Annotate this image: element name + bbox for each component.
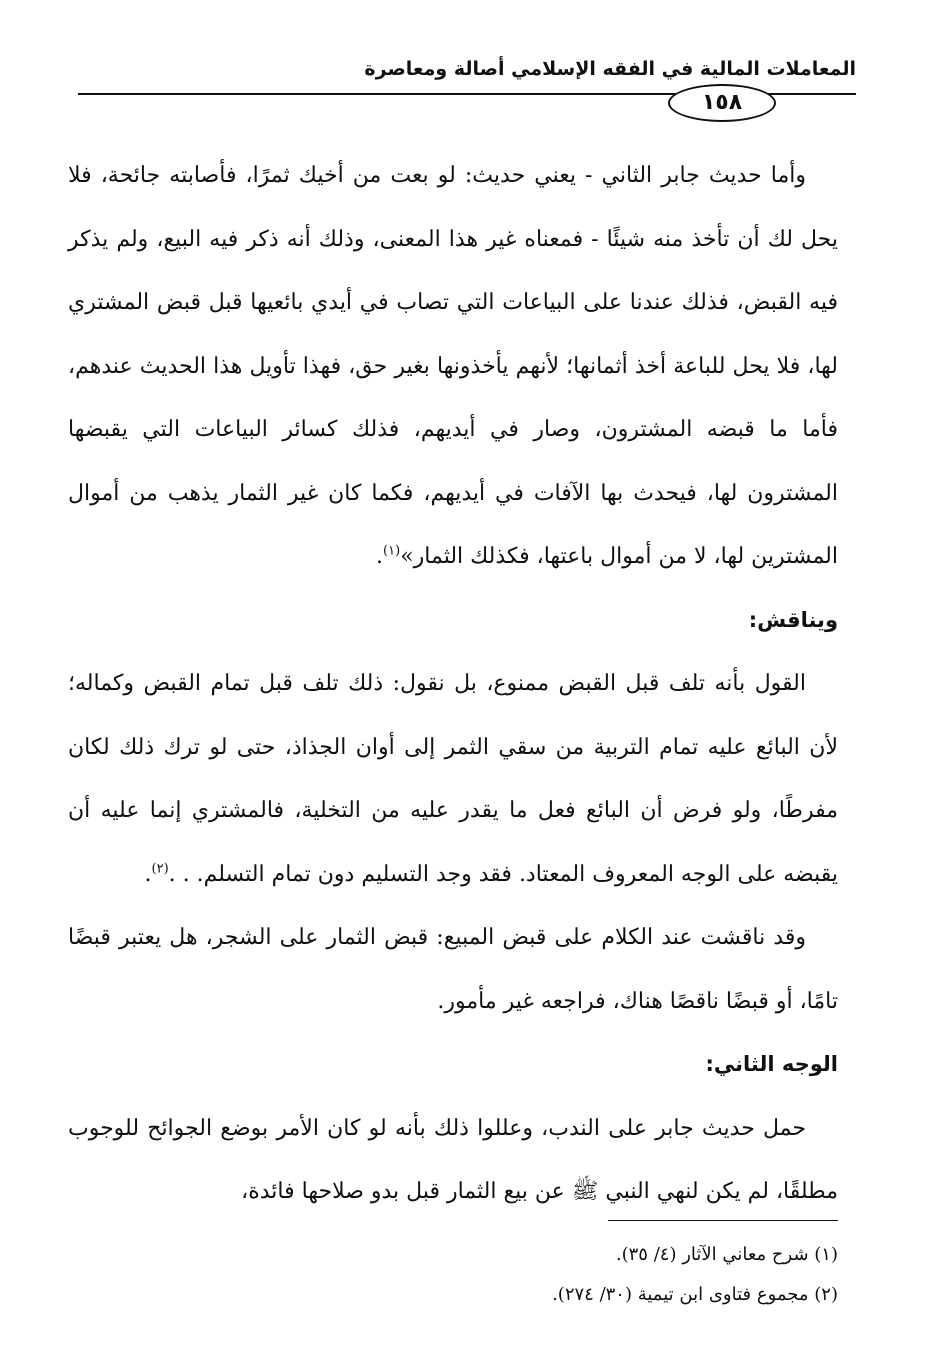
footnote-2: (٢) مجموع فتاوى ابن تيمية (٣٠/ ٢٧٤).	[552, 1284, 838, 1305]
page-number: ١٥٨	[668, 84, 776, 122]
footnote-rule	[608, 1220, 838, 1221]
footnotes	[68, 1235, 838, 1315]
main-text	[68, 144, 838, 1224]
footnote-ref-2: (٢)	[151, 861, 169, 877]
paragraph-2-end: .	[144, 861, 152, 887]
heading-second-aspect: الوجه الثاني:	[705, 1052, 838, 1076]
paragraph-1-text: وأما حديث جابر الثاني - يعني حديث: لو بعت من أخيك ثمرًا، فأصابته جائحة، فلا يحل لك أن تأخذ منه شيئًا - فمعناه غير هذا المعنى، وذلك أنه ذكر فيه البيع، ولم يذكر فيه القبض، فذلك عندنا على البياعات التي تصاب في أيدي بائعيها قبل قبض المشتري لها، فلا يحل للباعة أخذ أثمانها؛ لأنهم يأخذونها بغير حق، فهذا تأويل هذا الحديث عندهم، فأما ما قبضه المشترون، وصار في أيديهم، فذلك كسائر البياعات التي يقبضها المشترون لها، فيحدث بها الآفات في أيديهم، فكما كان غير الثمار يذهب من أموال المشترين لها، لا من أموال باعتها، فكذلك الثمار»	[68, 163, 838, 569]
paragraph-1	[68, 144, 838, 589]
footnote-1: (١) شرح معاني الآثار (٤/ ٣٥).	[615, 1244, 838, 1265]
paragraph-3: وقد ناقشت عند الكلام على قبض المبيع: قبض الثمار على الشجر، هل يعتبر قبضًا تامًا، أو قبضًا ناقصًا هناك، فراجعه غير مأمور.	[68, 925, 838, 1014]
paragraph-2-text: القول بأنه تلف قبل القبض ممنوع، بل نقول: ذلك تلف قبل تمام القبض وكماله؛ لأن البائع عليه تمام التربية من سقي الثمر إلى أوان الجذاذ، حتى لو ترك ذلك لكان مفرطًا، ولو فرض أن البائع فعل ما يقدر عليه من التخلية، فالمشتري إنما عليه أن يقبضه على الوجه المعروف المعتاد. فقد وجد التسليم دون تمام التسلم. . .	[68, 671, 838, 887]
paragraph-4: حمل حديث جابر على الندب، وعللوا ذلك بأنه لو كان الأمر بوضع الجوائح للوجوب مطلقًا، لم يكن لنهي النبي ﷺ عن بيع الثمار قبل بدو صلاحها فائدة،	[68, 1115, 838, 1204]
footnote-ref-1: (١)	[383, 543, 401, 559]
paragraph-1-end: .	[376, 544, 384, 569]
paragraph-2	[68, 652, 838, 906]
heading-discussion: ويناقش:	[748, 607, 838, 632]
running-title: المعاملات المالية في الفقه الإسلامي أصالة ومعاصرة	[364, 58, 856, 80]
